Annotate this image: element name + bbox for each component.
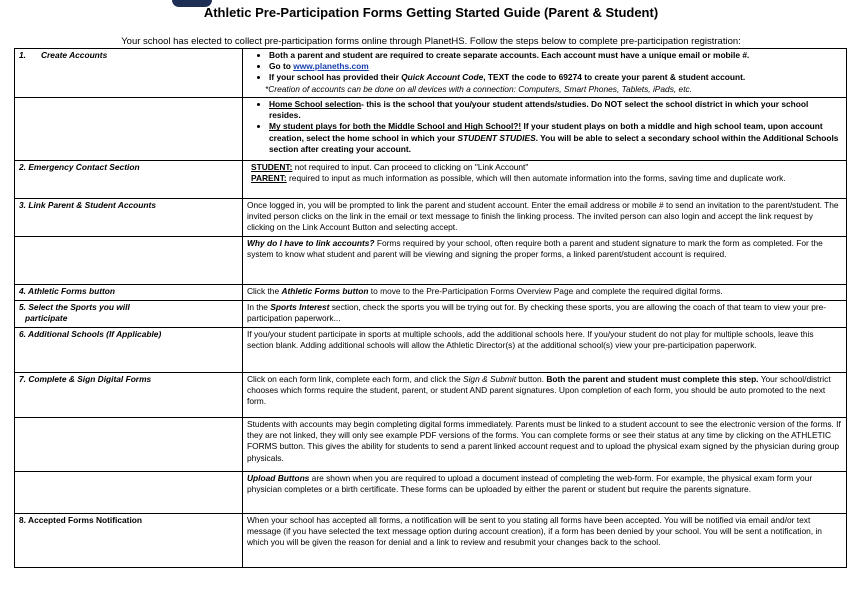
step-label-cell [15, 237, 243, 285]
list-item-text: If your student plays on both a middle and high school team, upon account creation, select the home school in which your [269, 121, 823, 143]
step-content-cell: Once logged in, you will be prompted to link the parent and student account. Enter the email address or mobile # to send an invitation to the parent/student. The invited person clicks on the link in the email or text message to finish the linking process. The invited person can also login and accept the link request by clicking on the Link Account Button and selecting accept. [243, 199, 847, 237]
step-number: 8. [19, 515, 26, 525]
step-label: Emergency Contact Section [28, 162, 140, 172]
step-label: Create Accounts [41, 50, 108, 60]
step-label-cont: participate [25, 313, 68, 324]
parent-line [247, 173, 842, 184]
list-item-text: If your school has provided their [269, 72, 402, 83]
question-text: Why do I have to link accounts? [247, 238, 375, 248]
step-content-cell [243, 472, 847, 514]
step-label-cell [15, 328, 243, 373]
parent-text: required to input as much information as possible, which will then automate information into the forms, saving time and duplicate work. [286, 173, 786, 184]
list-item-text: - this is the school that you/your student attends/studies. Do NOT select the school district in which your school resides. [269, 99, 809, 121]
list-item [269, 61, 842, 72]
table-row [15, 373, 847, 418]
step-content-cell [243, 98, 847, 161]
emphasis-text: STUDENT STUDIES [457, 132, 536, 143]
body-text: Click the [247, 286, 282, 296]
step-label-cell [15, 301, 243, 328]
table-row [15, 301, 847, 328]
step-label-cell [15, 161, 243, 199]
student-line [247, 162, 842, 173]
body-text: to move to the Pre-Participation Forms Overview Page and complete the required digital forms. [368, 286, 723, 296]
step-label-cell [15, 285, 243, 301]
student-text: not required to input. Can proceed to clicking on "Link Account" [292, 162, 529, 172]
step-label-cell [15, 49, 243, 98]
step-label: Link Parent & Student Accounts [28, 200, 156, 210]
intro-text: Your school has elected to collect pre-participation forms online through PlanetHS. Follow the steps below to complete pre-participation registration: [121, 36, 741, 47]
device-note: *Creation of accounts can be done on all devices with a connection: Computers, Smart Phones, Tablets, iPads, etc. [265, 83, 693, 94]
step-label-cell [15, 98, 243, 161]
step-label-cell [15, 418, 243, 472]
table-row [15, 328, 847, 373]
step-number: 4. [19, 286, 26, 296]
step-content-cell [243, 373, 847, 418]
table-row [15, 472, 847, 514]
emphasis-text: Quick Account Code [401, 72, 484, 83]
table-row [15, 514, 847, 568]
body-text: button. [516, 374, 547, 384]
emphasis-text: Athletic Forms button [281, 286, 369, 296]
step-content-cell [243, 285, 847, 301]
step-number: 3. [19, 200, 26, 210]
emphasis-text: Sports Interest [270, 302, 330, 312]
list-item [269, 99, 842, 121]
body-text: Your school/district chooses which forms require the student, parent, or student AND parent signatures. Upon completion of each form, you should be auto promoted to the next form. [247, 374, 831, 407]
step-number: 5. [19, 302, 26, 312]
steps-table [14, 48, 847, 568]
table-row [15, 98, 847, 161]
step-number: 6. [19, 329, 26, 339]
emphasis-text: Sign & Submit [462, 374, 517, 384]
step-label-cell [15, 373, 243, 418]
table-row [15, 418, 847, 472]
list-item [269, 121, 842, 155]
underlined-text: My student plays for both the Middle School and High School?! [269, 121, 522, 132]
emphasis-text: Upload Buttons [247, 473, 310, 483]
table-row [15, 161, 847, 199]
list-item: • Both a parent and student are required to create separate accounts. Each account must have a unique email or mobile #. [269, 50, 842, 61]
step-content-cell: Students with accounts may begin completing digital forms immediately. Parents must be linked to a student account to see the electronic version of the forms. If they are not linked, they will only see example PDF versions of the forms. You can complete forms or see their status at any time by clicking on the ATHLETIC FORMS button. This gives the ability for students to send a parent linked account request and to upload the physical exam signed by the physician during group physicals. [243, 418, 847, 472]
table-row [15, 49, 847, 98]
step-number: 1. [19, 50, 26, 60]
bullet-list [247, 99, 842, 155]
table-row [15, 237, 847, 285]
bullet-list [247, 50, 842, 84]
step-label-cell [15, 514, 243, 568]
step-content-cell [243, 161, 847, 199]
body-text: are shown when you are required to upload a document instead of completing the web-form. For example, the physical exam form your physician completes or a birth certificate. These forms can be uploaded by either the parent or student but require the parents signature. [247, 473, 813, 495]
step-number: 7. [19, 374, 26, 384]
step-content-cell: If you/your student participate in sports at multiple schools, add the additional schools here. If you/your student do not play for multiple schools, leave this section blank. Adding additional schools will allow the Athletic Director(s) at the additional school(s) view your pre-participation paperwork. [243, 328, 847, 373]
step-label: Complete & Sign Digital Forms [28, 374, 152, 384]
step-label-cell [15, 472, 243, 514]
step-content-cell [243, 49, 847, 98]
step-number: 2. [19, 162, 26, 172]
table-row [15, 199, 847, 237]
list-item [269, 72, 842, 83]
bold-text: Both the parent and student must complete this step. [546, 374, 759, 384]
list-item-text: . You will be able to select a secondary school within the Additional Schools section after creating your account. [269, 132, 839, 154]
step-label: Additional Schools (If Applicable) [28, 329, 162, 339]
body-text: In the [247, 302, 271, 312]
step-label: Accepted Forms Notification [28, 515, 143, 525]
step-label-cell [15, 199, 243, 237]
answer-text: Forms required by your school, often require both a parent and student signature to mark the form as completed. For the system to know what student and parent will be viewing and signing the proper forms, a linked parent/student account is required. [247, 238, 823, 260]
list-item-text: Go to [269, 61, 294, 72]
step-content-cell: When your school has accepted all forms, a notification will be sent to you stating all forms have been accepted. You will be notified via email and/or text message (if you have selected the text message option during account creation), if a form has been denied by your school. You will be sent a notification, in which you will be given the reason for denial and a link to review and resubmit your changes back to the school. [243, 514, 847, 568]
page-title: Athletic Pre-Participation Forms Getting Started Guide (Parent & Student) [203, 5, 659, 20]
step-label: Athletic Forms button [28, 286, 116, 296]
body-text: section, check the sports you will be trying out for. By checking these sports, you are allowing the coach of that team to view your pre-participation paperwork... [247, 302, 827, 324]
underlined-text: Home School selection [269, 99, 362, 109]
step-content-cell [243, 301, 847, 328]
step-label: Select the Sports you will [28, 302, 130, 312]
planeths-link[interactable]: www.planeths.com [293, 61, 369, 72]
student-label: STUDENT: [251, 162, 293, 172]
step-content-cell [243, 237, 847, 285]
parent-label: PARENT: [251, 173, 287, 184]
body-text: Click on each form link, complete each form, and click the [247, 374, 463, 384]
table-row [15, 285, 847, 301]
list-item-text: , TEXT the code to 69274 to create your parent & student account. [483, 72, 746, 83]
